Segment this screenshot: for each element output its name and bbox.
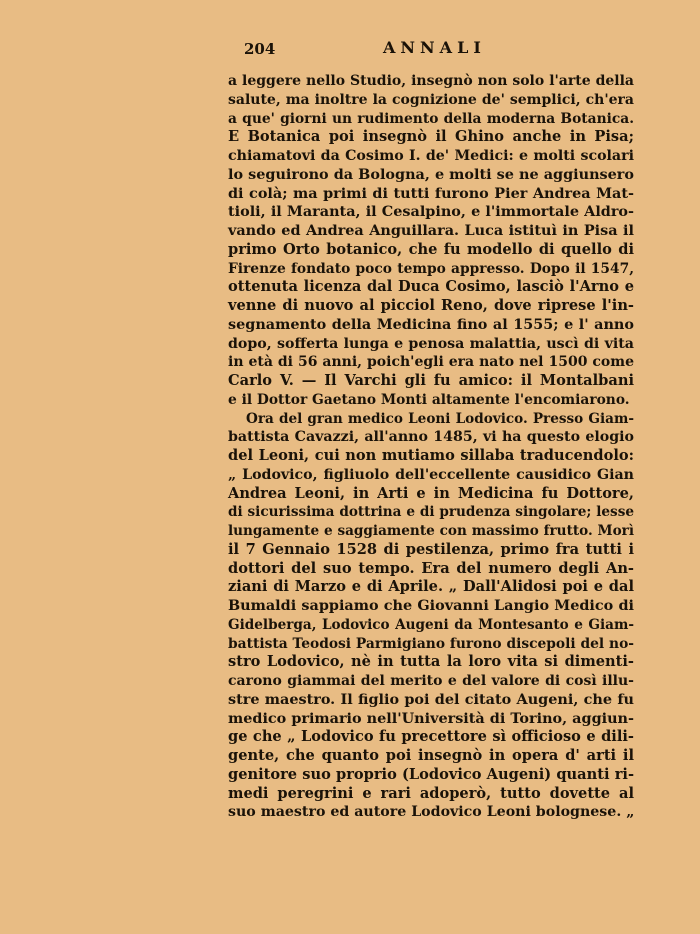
text-line: battista Teodosi Parmigiano furono discepoli del no-: [228, 635, 634, 652]
text-line: chiamatovi da Cosimo I. de' Medici: e molti scolari: [228, 148, 634, 164]
text-line: venne di nuovo al picciol Reno, dove riprese l'in-: [228, 297, 634, 314]
text-line: tioli, il Maranta, il Cesalpino, e l'immortale Aldro-: [228, 203, 634, 221]
text-line: gente, che quanto poi insegnò in opera d' arti il: [228, 747, 634, 764]
text-line: medico primario nell'Università di Torino, aggiun-: [228, 709, 634, 727]
text-line: Ora del gran medico Leoni Lodovico. Presso Giam-: [246, 410, 634, 427]
text-line: stro Lodovico, nè in tutta la loro vita si dimenti-: [228, 653, 634, 671]
text-line: carono giammai del merito e del valore di così illu-: [228, 673, 634, 689]
text-line: „ Lodovico, figliuolo dell'eccellente causidico Gian: [228, 466, 634, 483]
text-line: Bumaldi sappiamo che Giovanni Langio Medico di: [228, 597, 634, 614]
text-line: Gidelberga, Lodovico Augeni da Montesanto e Giam-: [228, 616, 634, 633]
running-title: ANNALI: [383, 38, 486, 57]
text-line: medi peregrini e rari adoperò, tutto dovette al: [228, 784, 634, 802]
text-line: stre maestro. Il figlio poi del citato Augeni, che fu: [228, 690, 634, 708]
text-line: segnamento della Medicina fino al 1555; e l' anno: [228, 315, 634, 333]
page-number: 204: [244, 40, 276, 58]
text-line: lo seguirono da Bologna, e molti se ne aggiunsero: [228, 165, 634, 183]
text-line: genitore suo proprio (Lodovico Augeni) quanti ri-: [228, 765, 634, 783]
text-line: in età di 56 anni, poich'egli era nato nel 1500 come: [228, 354, 634, 371]
text-line: suo maestro ed autore Lodovico Leoni bolognese. „: [228, 804, 635, 821]
text-line: il 7 Gennaio 1528 di pestilenza, primo fra tutti i: [228, 540, 634, 558]
text-line: di sicurissima dottrina e di prudenza singolare; lesse: [228, 504, 634, 521]
text-line: dottori del suo tempo. Era del numero degli An-: [228, 559, 634, 577]
text-line: vando ed Andrea Anguillara. Luca istituì in Pisa il: [228, 222, 634, 239]
text-line: E Botanica poi insegnò il Ghino anche in Pisa;: [228, 128, 634, 146]
text-line: lungamente e saggiamente con massimo frutto. Morì: [228, 523, 634, 539]
text-line: ottenuta licenza dal Duca Cosimo, lasciò l'Arno e: [228, 278, 634, 296]
text-line: primo Orto botanico, che fu modello di quello di: [228, 240, 634, 258]
text-line: salute, ma inoltre la cognizione de' semplici, ch'era: [228, 91, 634, 108]
text-line: ziani di Marzo e di Aprile. „ Dall'Alidosi poi e dal: [228, 578, 634, 596]
text-line: Carlo V. — Il Varchi gli fu amico: il Montalbani: [228, 372, 634, 389]
text-line: Firenze fondato poco tempo appresso. Dopo il 1547,: [228, 260, 634, 277]
text-line: e il Dottor Gaetano Monti altamente l'encomiarono.: [228, 391, 630, 408]
text-line: del Leoni, cui non mutiamo sillaba traducendolo:: [228, 447, 634, 464]
text-line: battista Cavazzi, all'anno 1485, vi ha questo elogio: [228, 429, 634, 446]
text-line: ge che „ Lodovico fu precettore sì officioso e dili-: [228, 728, 634, 746]
text-line: a leggere nello Studio, insegnò non solo l'arte della: [228, 73, 634, 89]
running-head: [228, 36, 638, 58]
text-line: dopo, sofferta lunga e penosa malattia, uscì di vita: [228, 335, 634, 352]
body-text: [228, 72, 634, 822]
text-line: di colà; ma primi di tutti furono Pier Andrea Mat-: [228, 184, 634, 202]
text-line: Andrea Leoni, in Arti e in Medicina fu Dottore,: [228, 484, 634, 502]
text-line: a que' giorni un rudimento della moderna Botanica.: [228, 110, 634, 127]
